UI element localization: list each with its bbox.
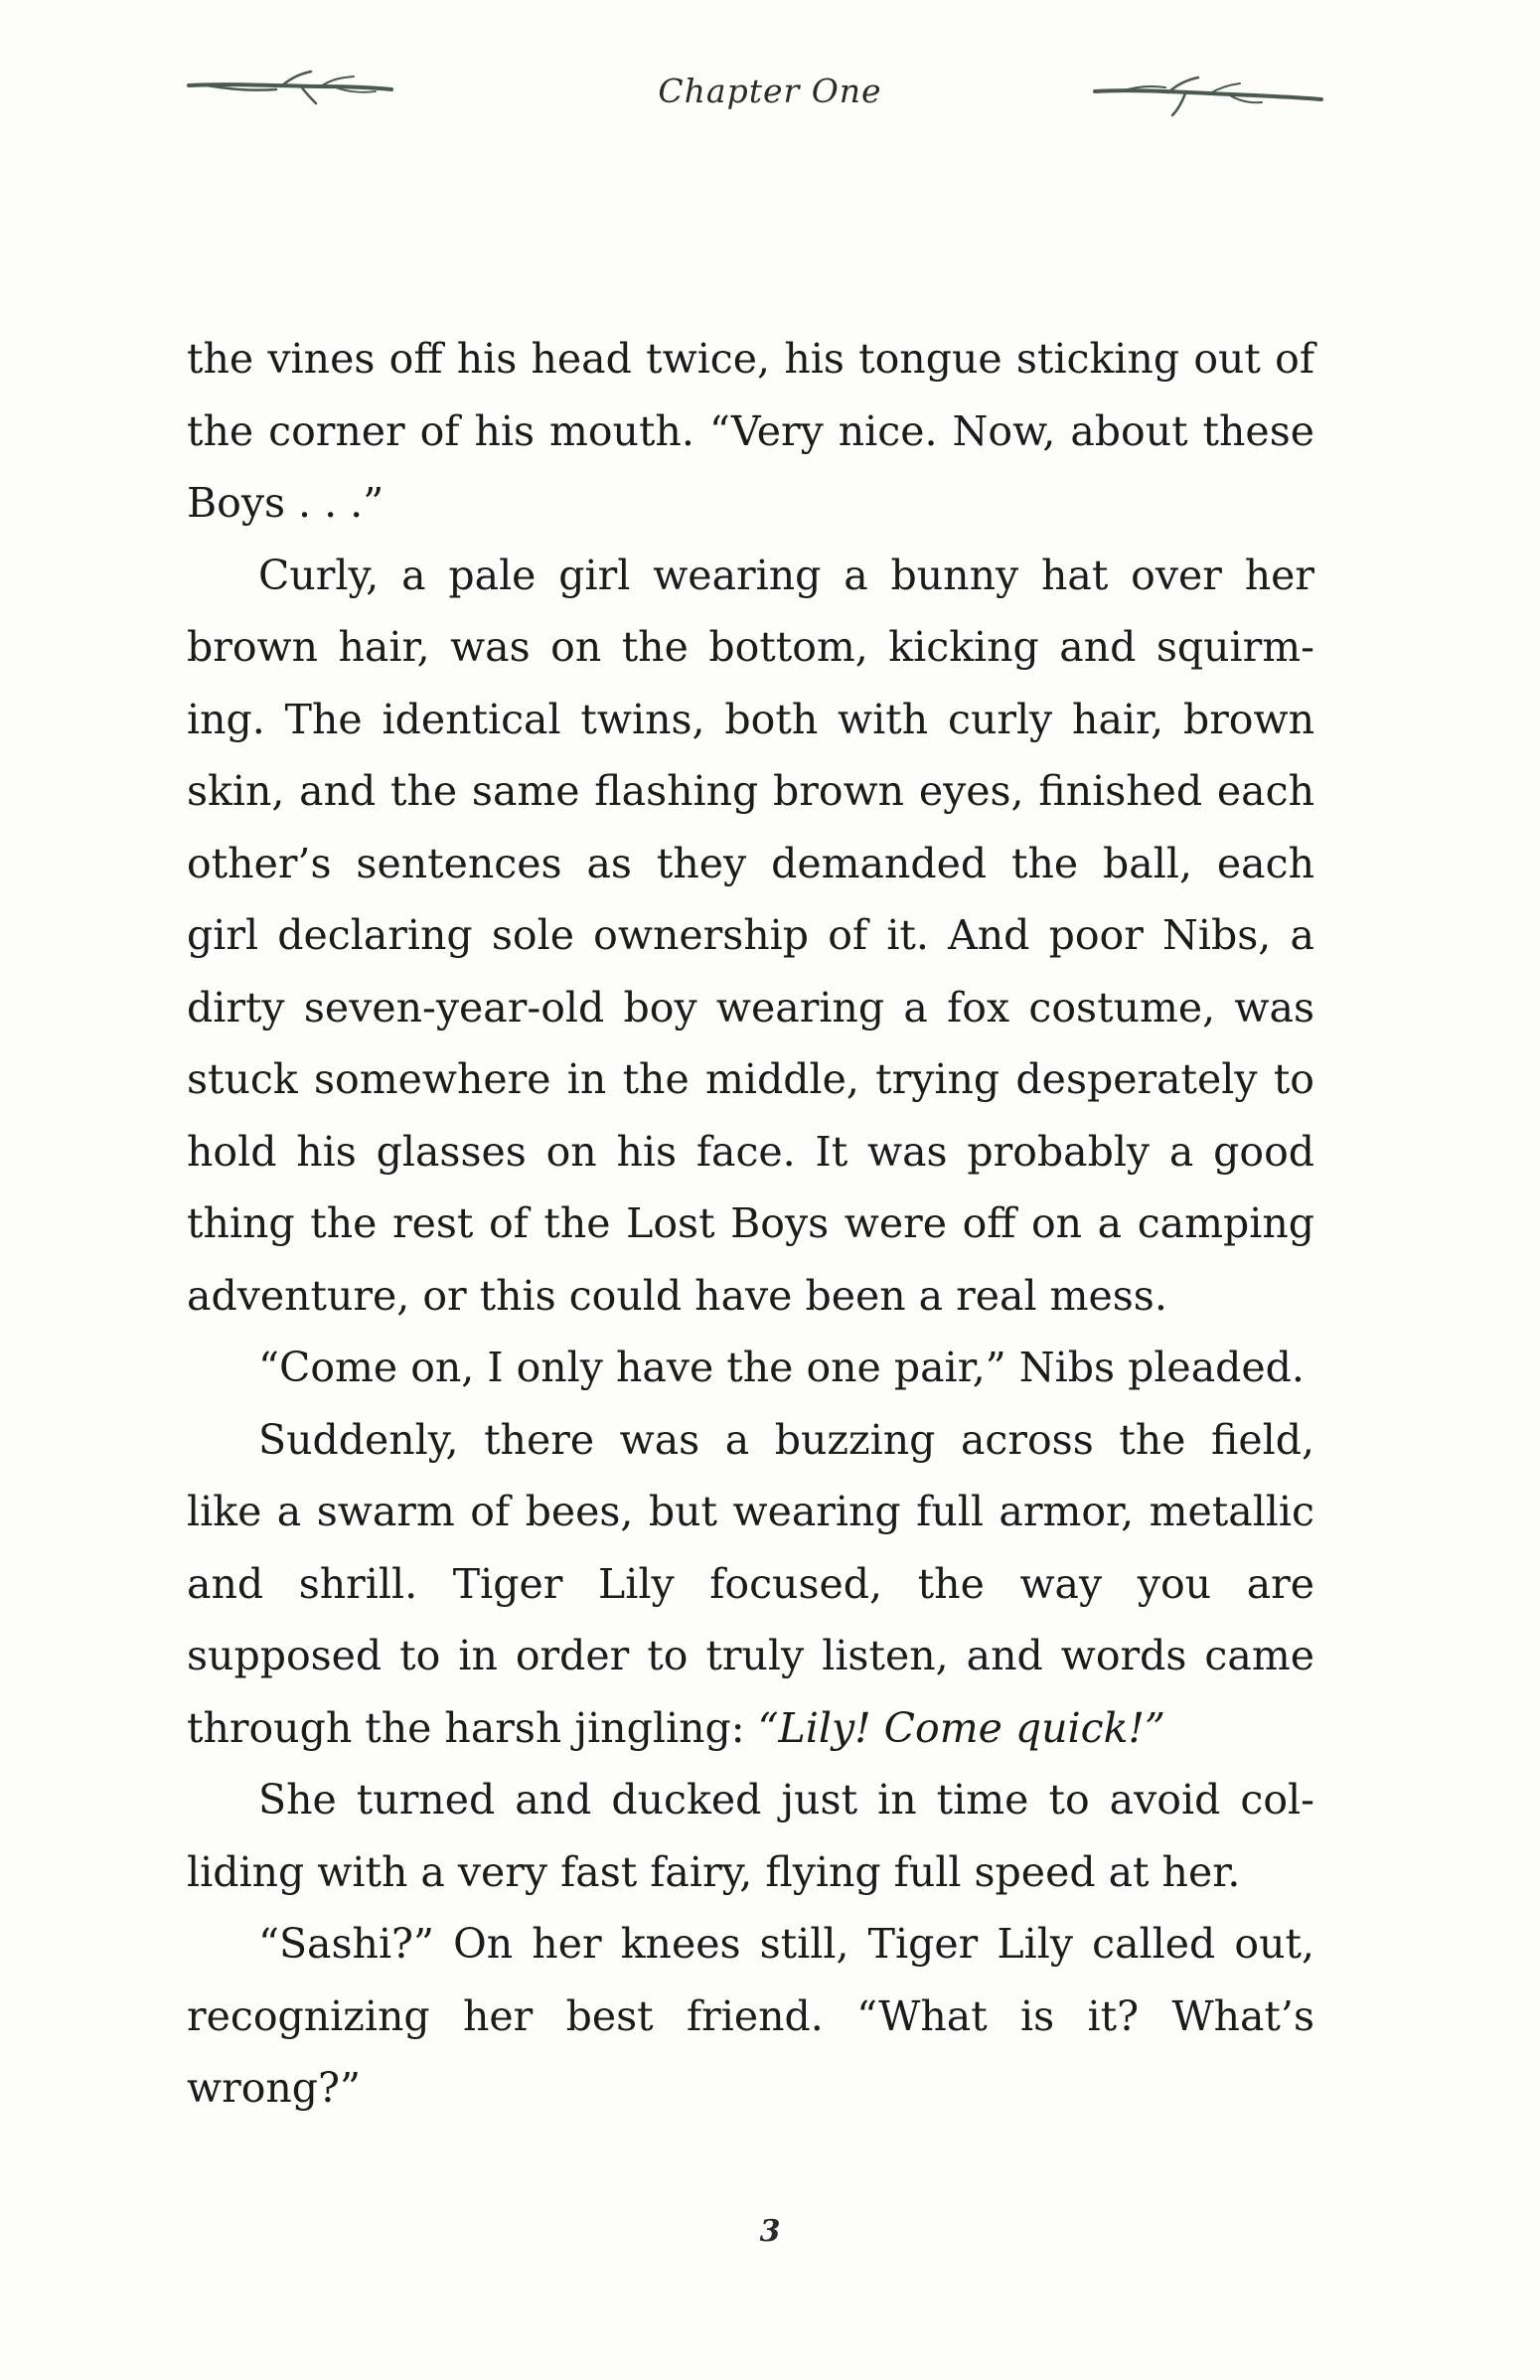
running-header: [0, 60, 1540, 129]
body-text: [187, 323, 1314, 2125]
paragraph-6: “Sashi?” On her knees still, Tiger Lily called out, recognizing her best friend. “What is it? What’s wrong?”: [187, 1920, 1314, 2112]
paragraph-1: the vines off his head twice, his tongue sticking out of the corner of his mouth. “Very nice. Now, about these Boys . . .”: [187, 335, 1314, 527]
chapter-title: Chapter One: [658, 72, 882, 110]
paragraph-4: [187, 1404, 1314, 1765]
paragraph-3: “Come on, I only have the one pair,” Nibs pleaded.: [258, 1344, 1305, 1391]
paragraph-4-text: Suddenly, there was a buzzing across the field, like a swarm of bees, but wearing full armor, metallic and shrill. Tiger Lily focused, the way you are supposed to in order to truly listen, and words came through the harsh jingling:: [187, 1415, 1314, 1752]
paragraph-2: Curly, a pale girl wearing a bunny hat over her brown hair, was on the bottom, kicking and squirming. The identical twins, both with curly hair, brown skin, and the same flashing brown eyes, finished each other’s sentences as they demanded the ball, each girl declaring sole ownership of it. And poor Nibs, a dirty seven-year-old boy wearing a fox costume, was stuck somewhere in the middle, trying desperately to hold his glasses on his face. It was probably a good thing the rest of the Lost Boys were off on a camping adventure, or this could have been a real mess.: [187, 551, 1314, 1320]
paragraph-5: She turned and ducked just in time to avoid colliding with a very fast fairy, flying full speed at her.: [187, 1776, 1314, 1896]
paragraph-4-italic: “Lily! Come quick!”: [757, 1703, 1165, 1752]
page-number: 3: [759, 2214, 781, 2249]
right-branch-ornament-icon: [1091, 70, 1324, 119]
